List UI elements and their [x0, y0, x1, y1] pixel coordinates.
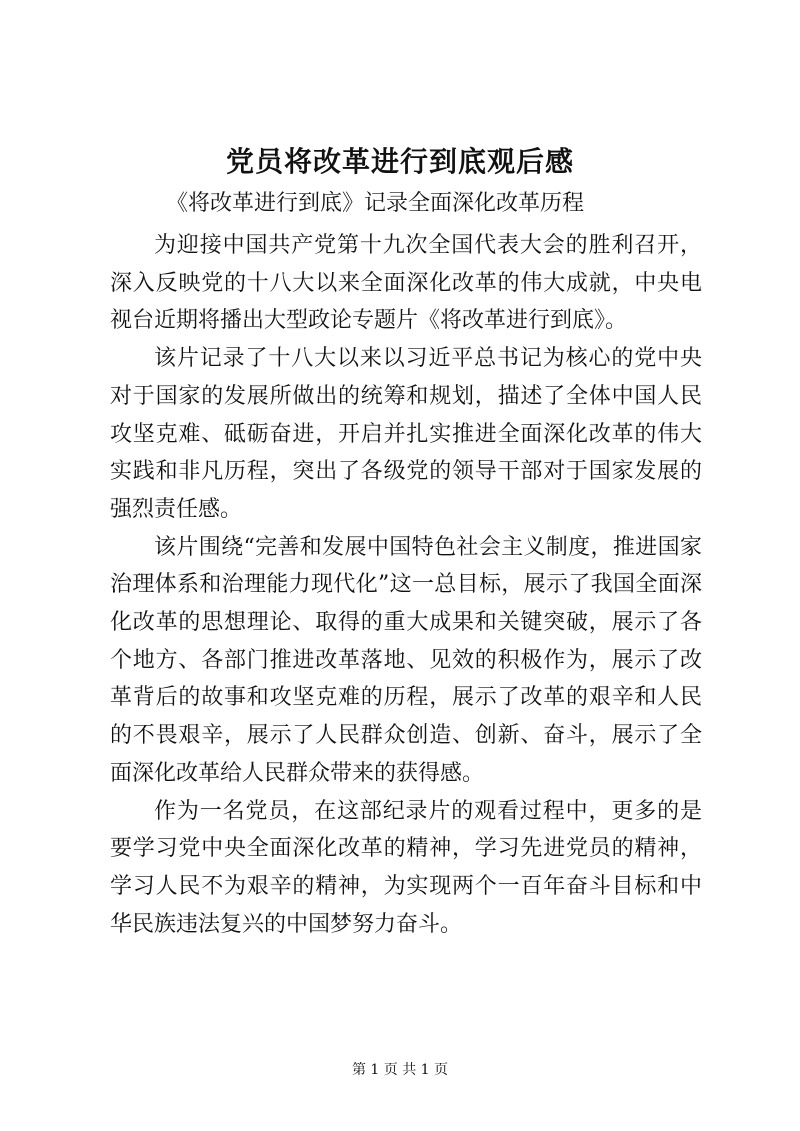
document-body [110, 227, 702, 943]
paragraph-2: 该片记录了十八大以来以习近平总书记为核心的党中央对于国家的发展所做出的统筹和规划，描述了全体中国人民攻坚克难、砥砺奋进，开启并扎实推进全面深化改革的伟大实践和非凡历程，突出了各级党的领导干部对于国家发展的强烈责任感。 [110, 346, 702, 522]
paragraph-4: 作为一名党员，在这部纪录片的观看过程中，更多的是要学习党中央全面深化改革的精神，学习先进党员的精神，学习人民不为艰辛的精神，为实现两个一百年奋斗目标和中华民族违法复兴的中国梦努力奋斗。 [110, 798, 702, 937]
document-title: 党员将改革进行到底观后感 [225, 145, 574, 178]
page-footer: 第 1 页 共 1 页 [351, 1062, 449, 1078]
paragraph-1: 为迎接中国共产党第十九次全国代表大会的胜利召开，深入反映党的十八大以来全面深化改革的伟大成就，中央电视台近期将播出大型政论专题片《将改革进行到底》。 [110, 233, 702, 334]
document-subtitle: 《将改革进行到底》记录全面深化改革历程 [166, 191, 585, 216]
paragraph-3: 该片围绕“完善和发展中国特色社会主义制度，推进国家治理体系和治理能力现代化”这一总目标，展示了我国全面深化改革的思想理论、取得的重大成果和关键突破，展示了各个地方、各部门推进改革落地、见效的积极作为，展示了改革背后的故事和攻坚克难的历程，展示了改革的艰辛和人民的不畏艰辛，展示了人民群众创造、创新、奋斗，展示了全面深化改革给人民群众带来的获得感。 [110, 534, 702, 786]
